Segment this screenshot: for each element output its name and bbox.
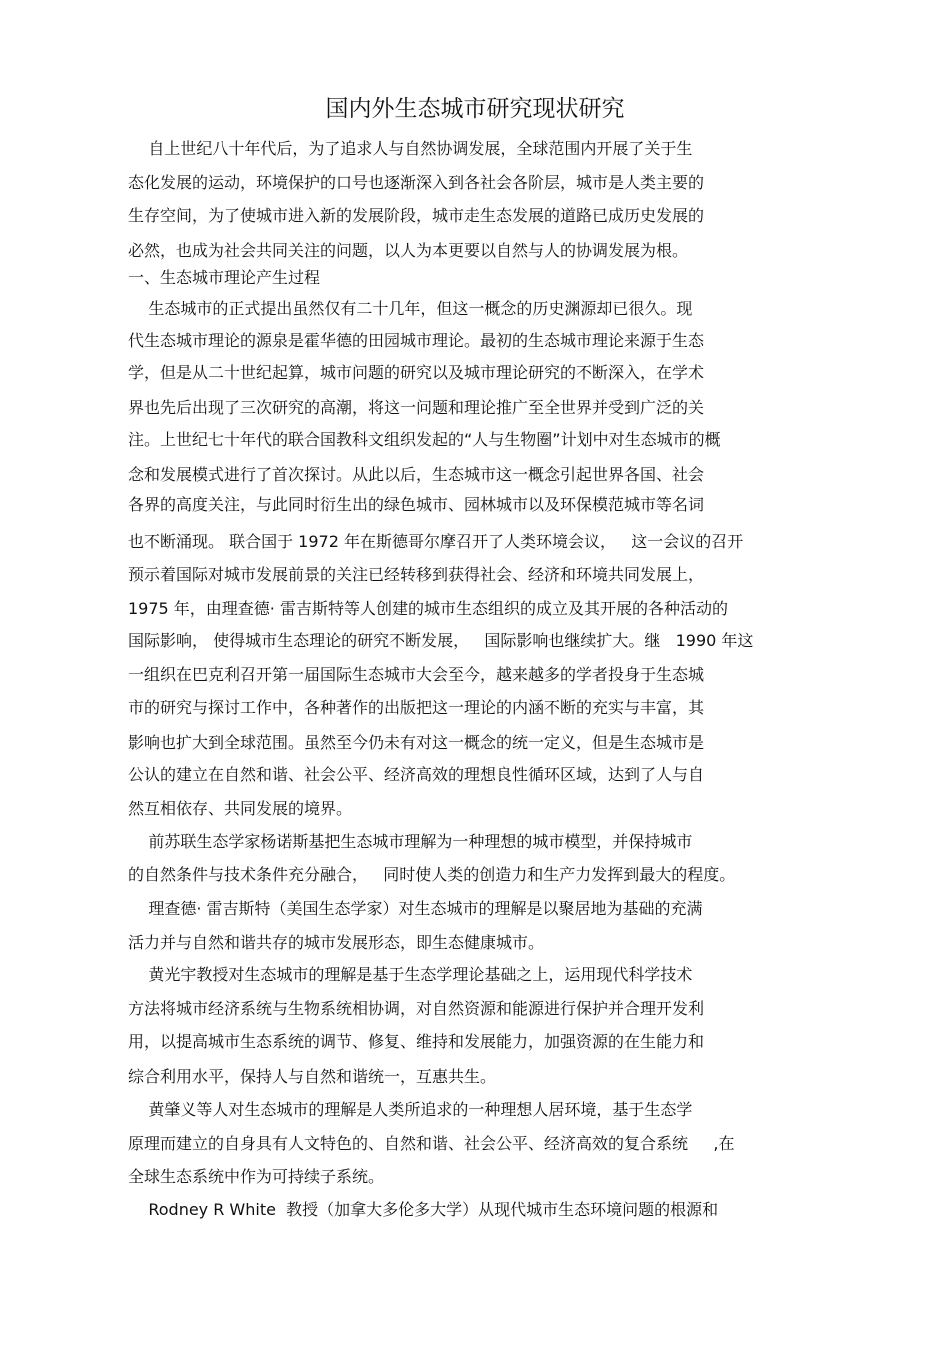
text-line: 综合利用水平，保持人与自然和谐统一，互惠共生。: [128, 1067, 497, 1086]
text-line: 黄肇义等人对生态城市的理解是人类所追求的一种理想人居环境，基于生态学: [128, 1100, 693, 1119]
text-line: 用，以提高城市生态系统的调节、修复、维持和发展能力，加强资源的在生能力和: [128, 1032, 705, 1051]
text-line: 影响也扩大到全球范围。虽然至今仍未有对这一概念的统一定义，但是生态城市是: [128, 733, 705, 752]
text-line: 生态城市的正式提出虽然仅有二十几年，但这一概念的历史渊源却已很久。现: [128, 299, 693, 318]
text-line: 一组织在巴克利召开第一届国际生态城市大会至今，越来越多的学者投身于生态城: [128, 665, 705, 684]
text-line: 态化发展的运动，环境保护的口号也逐渐深入到各社会各阶层，城市是人类主要的: [128, 173, 705, 192]
text-line: 国际影响， 使得城市生态理论的研究不断发展， 国际影响也继续扩大。继 1990 年这: [128, 631, 754, 650]
text-line: 然互相依存、共同发展的境界。: [128, 799, 353, 818]
text-line: 各界的高度关注，与此同时衍生出的绿色城市、园林城市以及环保模范城市等名词: [128, 495, 705, 514]
text-line: 念和发展模式进行了首次探讨。从此以后，生态城市这一概念引起世界各国、社会: [128, 465, 705, 484]
text-line: 市的研究与探讨工作中，各种著作的出版把这一理论的内涵不断的充实与丰富，其: [128, 698, 705, 717]
text-line: 生存空间，为了使城市进入新的发展阶段，城市走生态发展的道路已成历史发展的: [128, 206, 705, 225]
text-line: 一、生态城市理论产生过程: [128, 268, 321, 287]
text-line: 原理而建立的自身具有人文特色的、自然和谐、社会公平、经济高效的复合系统 ,在: [128, 1134, 735, 1153]
text-line: 必然，也成为社会共同关注的问题，以人为本更要以自然与人的协调发展为根。: [128, 241, 689, 260]
text-line: 前苏联生态学家杨诺斯基把生态城市理解为一种理想的城市模型，并保持城市: [128, 832, 693, 851]
text-line: 活力并与自然和谐共存的城市发展形态，即生态健康城市。: [128, 933, 545, 952]
text-line: 黄光宇教授对生态城市的理解是基于生态学理论基础之上，运用现代科学技术: [128, 965, 693, 984]
text-line: 自上世纪八十年代后，为了追求人与自然协调发展，全球范围内开展了关于生: [128, 139, 693, 158]
text-line: 公认的建立在自然和谐、社会公平、经济高效的理想良性循环区域，达到了人与自: [128, 765, 705, 784]
text-line: 学，但是从二十世纪起算，城市问题的研究以及城市理论研究的不断深入，在学术: [128, 363, 705, 382]
document-title: 国内外生态城市研究现状研究: [325, 96, 625, 122]
text-line: 注。上世纪七十年代的联合国教科文组织发起的“人与生物圈”计划中对生态城市的概: [128, 430, 721, 449]
text-line: 代生态城市理论的源泉是霍华德的田园城市理论。最初的生态城市理论来源于生态: [128, 331, 705, 350]
text-line: 界也先后出现了三次研究的高潮，将这一问题和理论推广至全世界并受到广泛的关: [128, 398, 705, 417]
text-line: 方法将城市经济系统与生物系统相协调，对自然资源和能源进行保护并合理开发利: [128, 999, 705, 1018]
text-line: Rodney R White 教授（加拿大多伦多大学）从现代城市生态环境问题的根源和: [128, 1200, 719, 1219]
text-line: 全球生态系统中作为可持续子系统。: [128, 1167, 385, 1186]
text-line: 也不断涌现。 联合国于 1972 年在斯德哥尔摩召开了人类环境会议， 这一会议的召开: [128, 532, 744, 551]
text-line: 预示着国际对城市发展前景的关注已经转移到获得社会、经济和环境共同发展上，: [128, 565, 705, 584]
text-line: 的自然条件与技术条件充分融合， 同时使人类的创造力和生产力发挥到最大的程度。: [128, 865, 736, 884]
text-line: 1975 年，由理查德· 雷吉斯特等人创建的城市生态组织的成立及其开展的各种活动的: [128, 599, 728, 618]
text-line: 理查德· 雷吉斯特（美国生态学家）对生态城市的理解是以聚居地为基础的充满: [128, 899, 703, 918]
